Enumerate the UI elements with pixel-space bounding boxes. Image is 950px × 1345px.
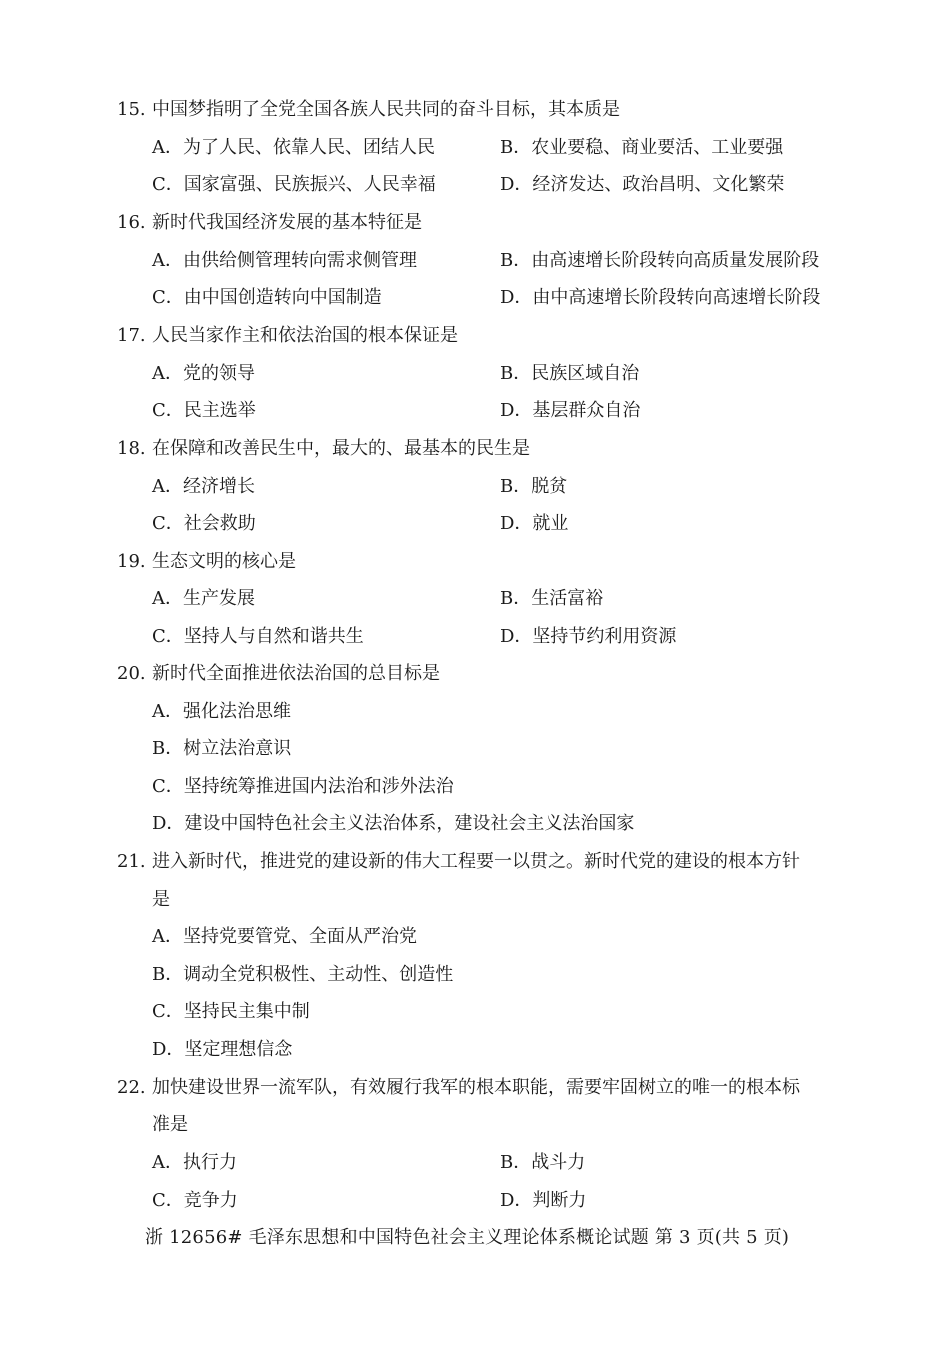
question-20-option-b: B．树立法治意识 [152, 738, 292, 759]
question-22-option-b: B．战斗力 [500, 1152, 586, 1173]
question-18-stem: 在保障和改善民生中，最大的、最基本的民生是 [152, 438, 530, 459]
question-15-option-d: D．经济发达、政治昌明、文化繁荣 [500, 174, 785, 195]
question-15-option-b: B．农业要稳、商业要活、工业要强 [500, 137, 784, 158]
page-footer: 浙 12656# 毛泽东思想和中国特色社会主义理论体系概论试题 第 3 页(共 5 页) [145, 1227, 790, 1248]
question-22-number: 22. [117, 1077, 146, 1098]
question-17-option-c: C．民主选举 [152, 400, 256, 421]
question-21-option-c: C．坚持民主集中制 [152, 1001, 310, 1022]
question-19-option-d: D．坚持节约利用资源 [500, 626, 677, 647]
question-20-option-d: D．建设中国特色社会主义法治体系，建设社会主义法治国家 [152, 813, 635, 834]
question-18-option-d: D．就业 [500, 513, 569, 534]
question-16-option-d: D．由中高速增长阶段转向高速增长阶段 [500, 287, 821, 308]
question-20-number: 20. [117, 663, 146, 684]
question-15-option-a: A．为了人民、依靠人民、团结人民 [152, 137, 435, 158]
question-17-option-b: B．民族区域自治 [500, 363, 640, 384]
question-17-option-a: A．党的领导 [152, 363, 255, 384]
question-15-number: 15. [117, 99, 146, 120]
question-15-option-c: C．国家富强、民族振兴、人民幸福 [152, 174, 436, 195]
question-17-stem: 人民当家作主和依法治国的根本保证是 [152, 325, 458, 346]
question-16-option-c: C．由中国创造转向中国制造 [152, 287, 382, 308]
question-18-option-c: C．社会救助 [152, 513, 256, 534]
question-21-option-d: D．坚定理想信念 [152, 1039, 293, 1060]
question-22-stem: 加快建设世界一流军队，有效履行我军的根本职能，需要牢固树立的唯一的根本标 [152, 1077, 800, 1098]
question-21-stem-continued: 是 [152, 889, 170, 910]
question-20-stem: 新时代全面推进依法治国的总目标是 [152, 663, 440, 684]
question-22-option-d: D．判断力 [500, 1190, 587, 1211]
question-18-option-b: B．脱贫 [500, 476, 568, 497]
question-17-option-d: D．基层群众自治 [500, 400, 641, 421]
question-22-option-c: C．竞争力 [152, 1190, 238, 1211]
question-15-stem: 中国梦指明了全党全国各族人民共同的奋斗目标，其本质是 [152, 99, 620, 120]
question-19-stem: 生态文明的核心是 [152, 551, 296, 572]
question-17-number: 17. [117, 325, 146, 346]
question-19-option-c: C．坚持人与自然和谐共生 [152, 626, 364, 647]
question-19-option-a: A．生产发展 [152, 588, 255, 609]
question-21-option-a: A．坚持党要管党、全面从严治党 [152, 926, 417, 947]
question-16-stem: 新时代我国经济发展的基本特征是 [152, 212, 422, 233]
question-21-option-b: B．调动全党积极性、主动性、创造性 [152, 964, 454, 985]
question-20-option-a: A．强化法治思维 [152, 701, 291, 722]
question-21-number: 21. [117, 851, 146, 872]
question-21-stem: 进入新时代，推进党的建设新的伟大工程要一以贯之。新时代党的建设的根本方针 [152, 851, 800, 872]
question-18-option-a: A．经济增长 [152, 476, 255, 497]
question-16-number: 16. [117, 212, 146, 233]
question-18-number: 18. [117, 438, 146, 459]
question-19-option-b: B．生活富裕 [500, 588, 604, 609]
question-16-option-a: A．由供给侧管理转向需求侧管理 [152, 250, 417, 271]
question-20-option-c: C．坚持统筹推进国内法治和涉外法治 [152, 776, 454, 797]
question-22-stem-continued: 准是 [152, 1114, 188, 1135]
question-19-number: 19. [117, 551, 146, 572]
question-22-option-a: A．执行力 [152, 1152, 237, 1173]
question-16-option-b: B．由高速增长阶段转向高质量发展阶段 [500, 250, 820, 271]
